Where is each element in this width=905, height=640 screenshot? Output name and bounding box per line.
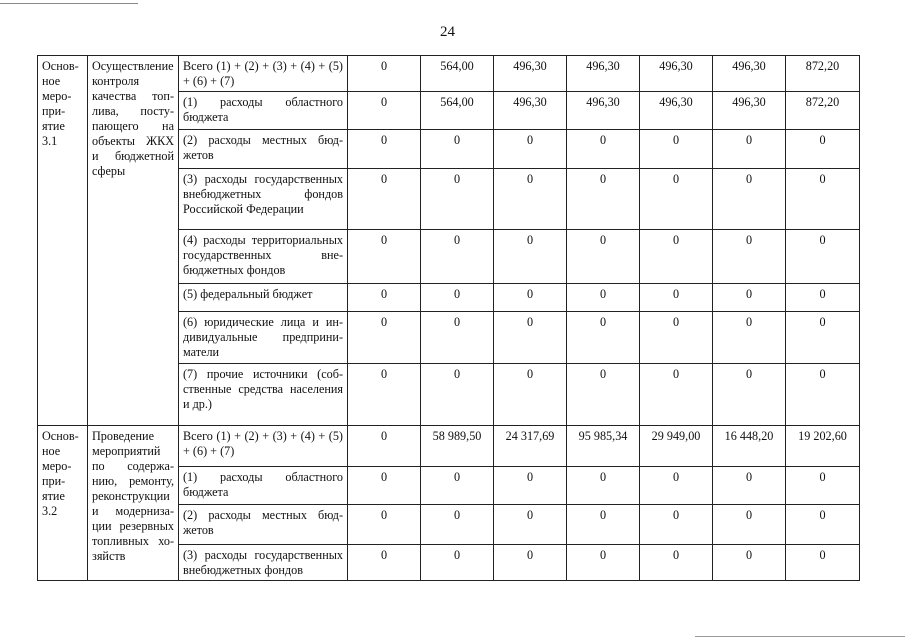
amount-cell: 0 (494, 169, 567, 230)
amount-cell: 0 (640, 169, 713, 230)
amount-cell: 496,30 (713, 56, 786, 92)
amount-cell: 0 (786, 467, 860, 505)
activity-label: Основное мероприятие 3.2 (38, 426, 88, 581)
amount-cell: 0 (494, 312, 567, 364)
amount-cell: 496,30 (640, 92, 713, 130)
amount-cell: 0 (786, 284, 860, 312)
funding-source: Всего (1) + (2) + (3) + (4) + (5) + (6) + (7) (179, 56, 348, 92)
amount-cell: 0 (421, 545, 494, 581)
amount-cell: 0 (640, 467, 713, 505)
funding-source: (1) расходы областного бюджета (179, 467, 348, 505)
amount-cell: 0 (348, 169, 421, 230)
amount-cell: 0 (421, 169, 494, 230)
amount-cell: 0 (713, 169, 786, 230)
page-number: 24 (440, 24, 455, 40)
amount-cell: 0 (348, 230, 421, 284)
amount-cell: 0 (567, 169, 640, 230)
funding-source: (1) расходы областного бюджета (179, 92, 348, 130)
amount-cell: 0 (567, 130, 640, 169)
amount-cell: 0 (494, 284, 567, 312)
amount-cell: 0 (567, 284, 640, 312)
amount-cell: 0 (713, 130, 786, 169)
funding-source: (3) расходы государственных внебюджетных фондов (179, 545, 348, 581)
amount-cell: 0 (421, 130, 494, 169)
amount-cell: 29 949,00 (640, 426, 713, 467)
amount-cell: 0 (640, 284, 713, 312)
amount-cell: 0 (786, 364, 860, 426)
amount-cell: 0 (567, 230, 640, 284)
amount-cell: 0 (494, 545, 567, 581)
amount-cell: 0 (494, 130, 567, 169)
amount-cell: 0 (494, 364, 567, 426)
funding-source: (4) расходы территориальных государственных внебюджетных фондов (179, 230, 348, 284)
scan-edge-line (0, 3, 138, 4)
scan-edge-line (695, 636, 905, 637)
amount-cell: 0 (348, 364, 421, 426)
amount-cell: 24 317,69 (494, 426, 567, 467)
activity-description: Осуществление контроля качества топлива, поступающего на объекты ЖКХ и бюджетной сферы (88, 56, 179, 426)
amount-cell: 496,30 (494, 92, 567, 130)
amount-cell: 0 (567, 545, 640, 581)
amount-cell: 0 (421, 230, 494, 284)
table-row (38, 56, 860, 92)
funding-source: (7) прочие источники (собственные средства населения и др.) (179, 364, 348, 426)
amount-cell: 0 (494, 467, 567, 505)
amount-cell: 496,30 (567, 56, 640, 92)
amount-cell: 0 (713, 505, 786, 545)
amount-cell: 872,20 (786, 56, 860, 92)
amount-cell: 0 (640, 230, 713, 284)
amount-cell: 496,30 (713, 92, 786, 130)
amount-cell: 0 (421, 284, 494, 312)
amount-cell: 0 (421, 364, 494, 426)
amount-cell: 0 (348, 312, 421, 364)
amount-cell: 0 (567, 364, 640, 426)
amount-cell: 0 (348, 130, 421, 169)
amount-cell: 0 (713, 467, 786, 505)
amount-cell: 564,00 (421, 56, 494, 92)
amount-cell: 0 (640, 545, 713, 581)
amount-cell: 19 202,60 (786, 426, 860, 467)
amount-cell: 0 (494, 230, 567, 284)
amount-cell: 0 (713, 545, 786, 581)
funding-source: (6) юридические лица и индивидуальные предприниматели (179, 312, 348, 364)
amount-cell: 0 (786, 505, 860, 545)
amount-cell: 872,20 (786, 92, 860, 130)
funding-source: (5) федеральный бюджет (179, 284, 348, 312)
table-row (38, 426, 860, 467)
amount-cell: 0 (567, 505, 640, 545)
funding-source: (3) расходы государственных внебюджетных фондов Российской Федерации (179, 169, 348, 230)
activity-label: Основное мероприятие 3.1 (38, 56, 88, 426)
amount-cell: 0 (713, 312, 786, 364)
amount-cell: 0 (713, 284, 786, 312)
amount-cell: 0 (348, 284, 421, 312)
amount-cell: 0 (713, 230, 786, 284)
amount-cell: 0 (640, 364, 713, 426)
amount-cell: 16 448,20 (713, 426, 786, 467)
amount-cell: 496,30 (494, 56, 567, 92)
amount-cell: 496,30 (567, 92, 640, 130)
amount-cell: 58 989,50 (421, 426, 494, 467)
amount-cell: 0 (348, 56, 421, 92)
amount-cell: 0 (640, 312, 713, 364)
amount-cell: 0 (494, 505, 567, 545)
activity-description: Проведение мероприятий по содержанию, ремонту, реконструкции и модернизации резервных топливных хозяйств (88, 426, 179, 581)
amount-cell: 95 985,34 (567, 426, 640, 467)
amount-cell: 496,30 (640, 56, 713, 92)
amount-cell: 0 (786, 230, 860, 284)
amount-cell: 0 (640, 505, 713, 545)
amount-cell: 0 (348, 467, 421, 505)
amount-cell: 0 (786, 545, 860, 581)
amount-cell: 0 (421, 312, 494, 364)
amount-cell: 564,00 (421, 92, 494, 130)
amount-cell: 0 (567, 312, 640, 364)
amount-cell: 0 (421, 467, 494, 505)
amount-cell: 0 (786, 130, 860, 169)
amount-cell: 0 (348, 92, 421, 130)
funding-source: (2) расходы местных бюджетов (179, 130, 348, 169)
funding-table (37, 55, 860, 581)
amount-cell: 0 (786, 312, 860, 364)
amount-cell: 0 (786, 169, 860, 230)
funding-source: (2) расходы местных бюджетов (179, 505, 348, 545)
amount-cell: 0 (348, 545, 421, 581)
amount-cell: 0 (348, 505, 421, 545)
funding-source: Всего (1) + (2) + (3) + (4) + (5) + (6) + (7) (179, 426, 348, 467)
amount-cell: 0 (421, 505, 494, 545)
amount-cell: 0 (567, 467, 640, 505)
amount-cell: 0 (713, 364, 786, 426)
amount-cell: 0 (348, 426, 421, 467)
amount-cell: 0 (640, 130, 713, 169)
